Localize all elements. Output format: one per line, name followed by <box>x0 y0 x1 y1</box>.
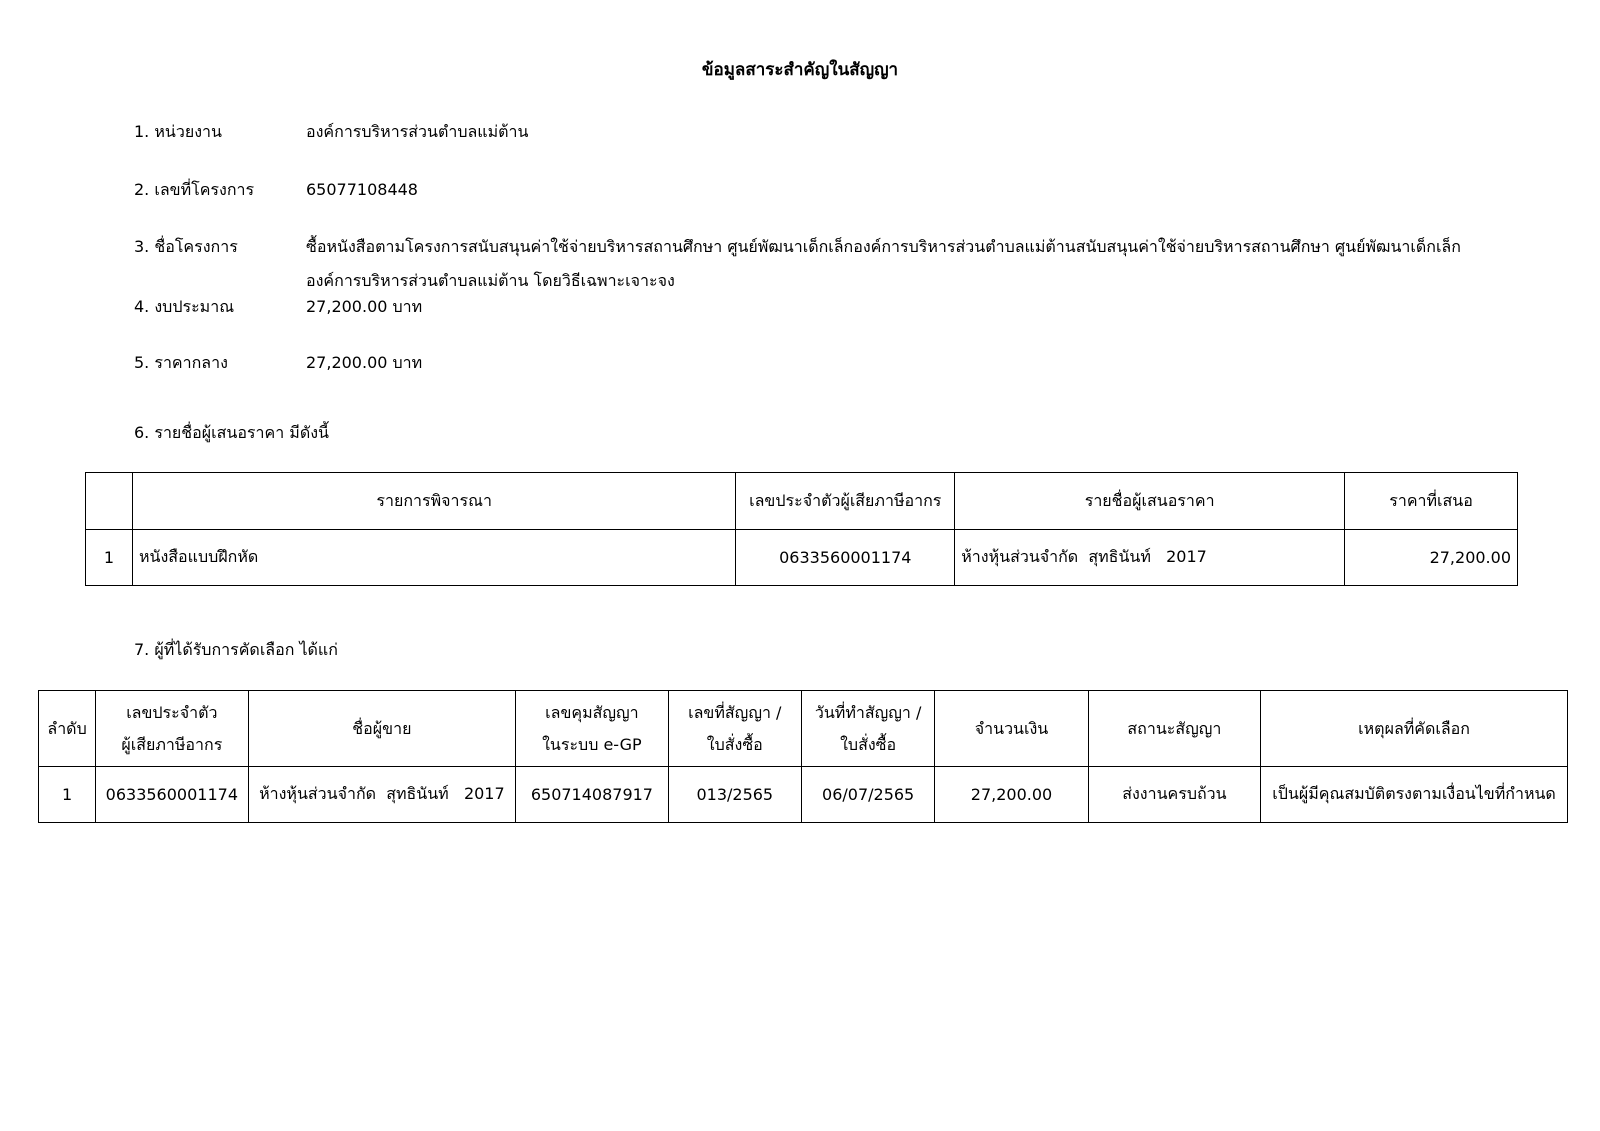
median-value: 27,200.00 บาท <box>306 353 423 372</box>
budget-label: 4. งบประมาณ <box>134 297 235 316</box>
winners-header-contract-date: วันที่ทำสัญญา / ใบสั่งซื้อ <box>801 691 934 767</box>
winners-header-row <box>39 691 1568 767</box>
table-row <box>86 530 1518 586</box>
bidders-header-row <box>86 473 1518 530</box>
document-title: ข้อมูลสาระสำคัญในสัญญา <box>701 60 899 80</box>
winner-amount: 27,200.00 <box>935 767 1088 823</box>
winners-table <box>38 690 1568 823</box>
median-label: 5. ราคากลาง <box>134 353 228 372</box>
winners-header-status: สถานะสัญญา <box>1088 691 1260 767</box>
budget-value: 27,200.00 บาท <box>306 297 423 316</box>
winners-header-amount: จำนวนเงิน <box>935 691 1088 767</box>
bidder-taxid: 0633560001174 <box>736 530 955 586</box>
winners-header-contract-no: เลขที่สัญญา / ใบสั่งซื้อ <box>668 691 801 767</box>
bidders-header-index <box>86 473 133 530</box>
winners-header-seller: ชื่อผู้ขาย <box>248 691 516 767</box>
bidder-name: ห้างหุ้นส่วนจำกัด สุทธินันท์ 2017 <box>955 530 1345 586</box>
winner-taxid: 0633560001174 <box>96 767 248 823</box>
winner-seller: ห้างหุ้นส่วนจำกัด สุทธินันท์ 2017 <box>248 767 516 823</box>
agency-label: 1. หน่วยงาน <box>134 122 222 141</box>
winner-status: ส่งงานครบถ้วน <box>1088 767 1260 823</box>
agency-value: องค์การบริหารส่วนตำบลแม่ต้าน <box>306 122 529 141</box>
bidders-header-price: ราคาที่เสนอ <box>1345 473 1518 530</box>
bidders-heading: 6. รายชื่อผู้เสนอราคา มีดังนี้ <box>134 423 329 442</box>
bidders-header-bidder: รายชื่อผู้เสนอราคา <box>955 473 1345 530</box>
winner-order: 1 <box>39 767 96 823</box>
project-name-label: 3. ชื่อโครงการ <box>134 237 238 256</box>
bidders-header-taxid: เลขประจำตัวผู้เสียภาษีอากร <box>736 473 955 530</box>
bidders-header-item: รายการพิจารณา <box>132 473 735 530</box>
winner-contract-no: 013/2565 <box>668 767 801 823</box>
project-name-value: ซื้อหนังสือตามโครงการสนับสนุนค่าใช้จ่ายบริหารสถานศึกษา ศูนย์พัฒนาเด็กเล็กองค์การบริหารส่วนตำบลแม่ต้านสนับสนุนค่าใช้จ่ายบริหารสถานศึกษา ศูนย์พัฒนาเด็กเล็กองค์การบริหารส่วนตำบลแม่ต้าน โดยวิธีเฉพาะเจาะจง <box>306 237 1461 290</box>
winner-contract-date: 06/07/2565 <box>801 767 934 823</box>
winner-control-no: 650714087917 <box>516 767 668 823</box>
bidder-price: 27,200.00 <box>1345 530 1518 586</box>
project-no-label: 2. เลขที่โครงการ <box>134 180 255 199</box>
winners-header-reason: เหตุผลที่คัดเลือก <box>1261 691 1568 767</box>
winners-header-order: ลำดับ <box>39 691 96 767</box>
bidder-item: หนังสือแบบฝึกหัด <box>132 530 735 586</box>
project-no-value: 65077108448 <box>306 180 418 199</box>
winner-reason: เป็นผู้มีคุณสมบัติตรงตามเงื่อนไขที่กำหนด <box>1261 767 1568 823</box>
bidders-table <box>85 472 1518 586</box>
winners-heading: 7. ผู้ที่ได้รับการคัดเลือก ได้แก่ <box>134 640 338 659</box>
table-row <box>39 767 1568 823</box>
winners-header-taxid: เลขประจำตัว ผู้เสียภาษีอากร <box>96 691 248 767</box>
winners-header-control-no: เลขคุมสัญญา ในระบบ e-GP <box>516 691 668 767</box>
bidder-index: 1 <box>86 530 133 586</box>
